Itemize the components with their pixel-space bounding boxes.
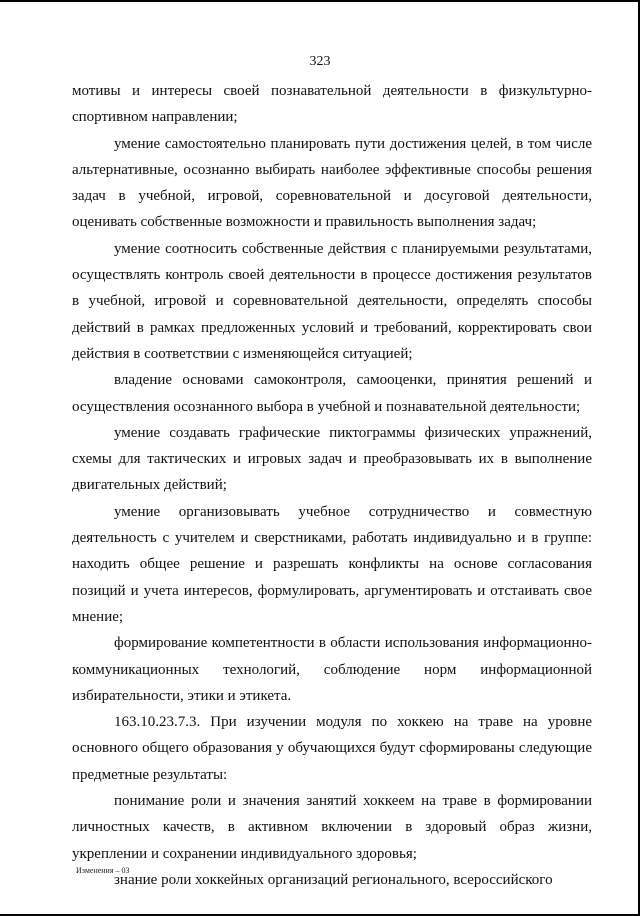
paragraph: формирование компетентности в области использования информационно-коммуникационных технологий, соблюдение норм информационной избирательности, этики и этикета. bbox=[72, 635, 592, 704]
paragraph: владение основами самоконтроля, самооценки, принятия решений и осуществления осознанного выбора в учебной и познавательной деятельности; bbox=[72, 372, 592, 415]
paragraph: понимание роли и значения занятий хоккеем на траве в формировании личностных качеств, в активном включении в здоровый образ жизни, укреплении и сохранении индивидуального здоровья; bbox=[72, 793, 592, 862]
paragraph: знание роли хоккейных организаций регионального, всероссийского bbox=[114, 871, 553, 888]
document-body bbox=[72, 78, 592, 893]
page-number: 323 bbox=[309, 54, 331, 69]
footer-revision-note: Изменения – 03 bbox=[76, 866, 130, 875]
paragraph: мотивы и интересы своей познавательной деятельности в физкультурно-спортивном направлении; bbox=[72, 83, 592, 126]
paragraph: 163.10.23.7.3. При изучении модуля по хоккею на траве на уровне основного общего образования у обучающихся будут сформированы следующие предметные результаты: bbox=[72, 714, 592, 783]
paragraph: умение соотносить собственные действия с планируемыми результатами, осуществлять контроль своей деятельности в процессе достижения результатов в учебной, игровой и соревновательной деятельности, определять способы действий в рамках предложенных условий и требований, корректировать свои действия в соответствии с изменяющейся ситуацией; bbox=[72, 240, 592, 362]
paragraph: умение организовывать учебное сотрудничество и совместную деятельность с учителем и сверстниками, работать индивидуально и в группе: находить общее решение и разрешать конфликты на основе согласования позиций и учета интересов, формулировать, аргументировать и отстаивать свое мнение; bbox=[72, 503, 592, 625]
paragraph: умение создавать графические пиктограммы физических упражнений, схемы для тактических и игровых задач и преобразовывать их в выполнение двигательных действий; bbox=[72, 424, 592, 494]
paragraph: умение самостоятельно планировать пути достижения целей, в том числе альтернативные, осознанно выбирать наиболее эффективные способы решения задач в учебной, игровой, соревновательной и досуговой деятельности, оценивать собственные возможности и правильность выполнения задач; bbox=[72, 135, 592, 231]
